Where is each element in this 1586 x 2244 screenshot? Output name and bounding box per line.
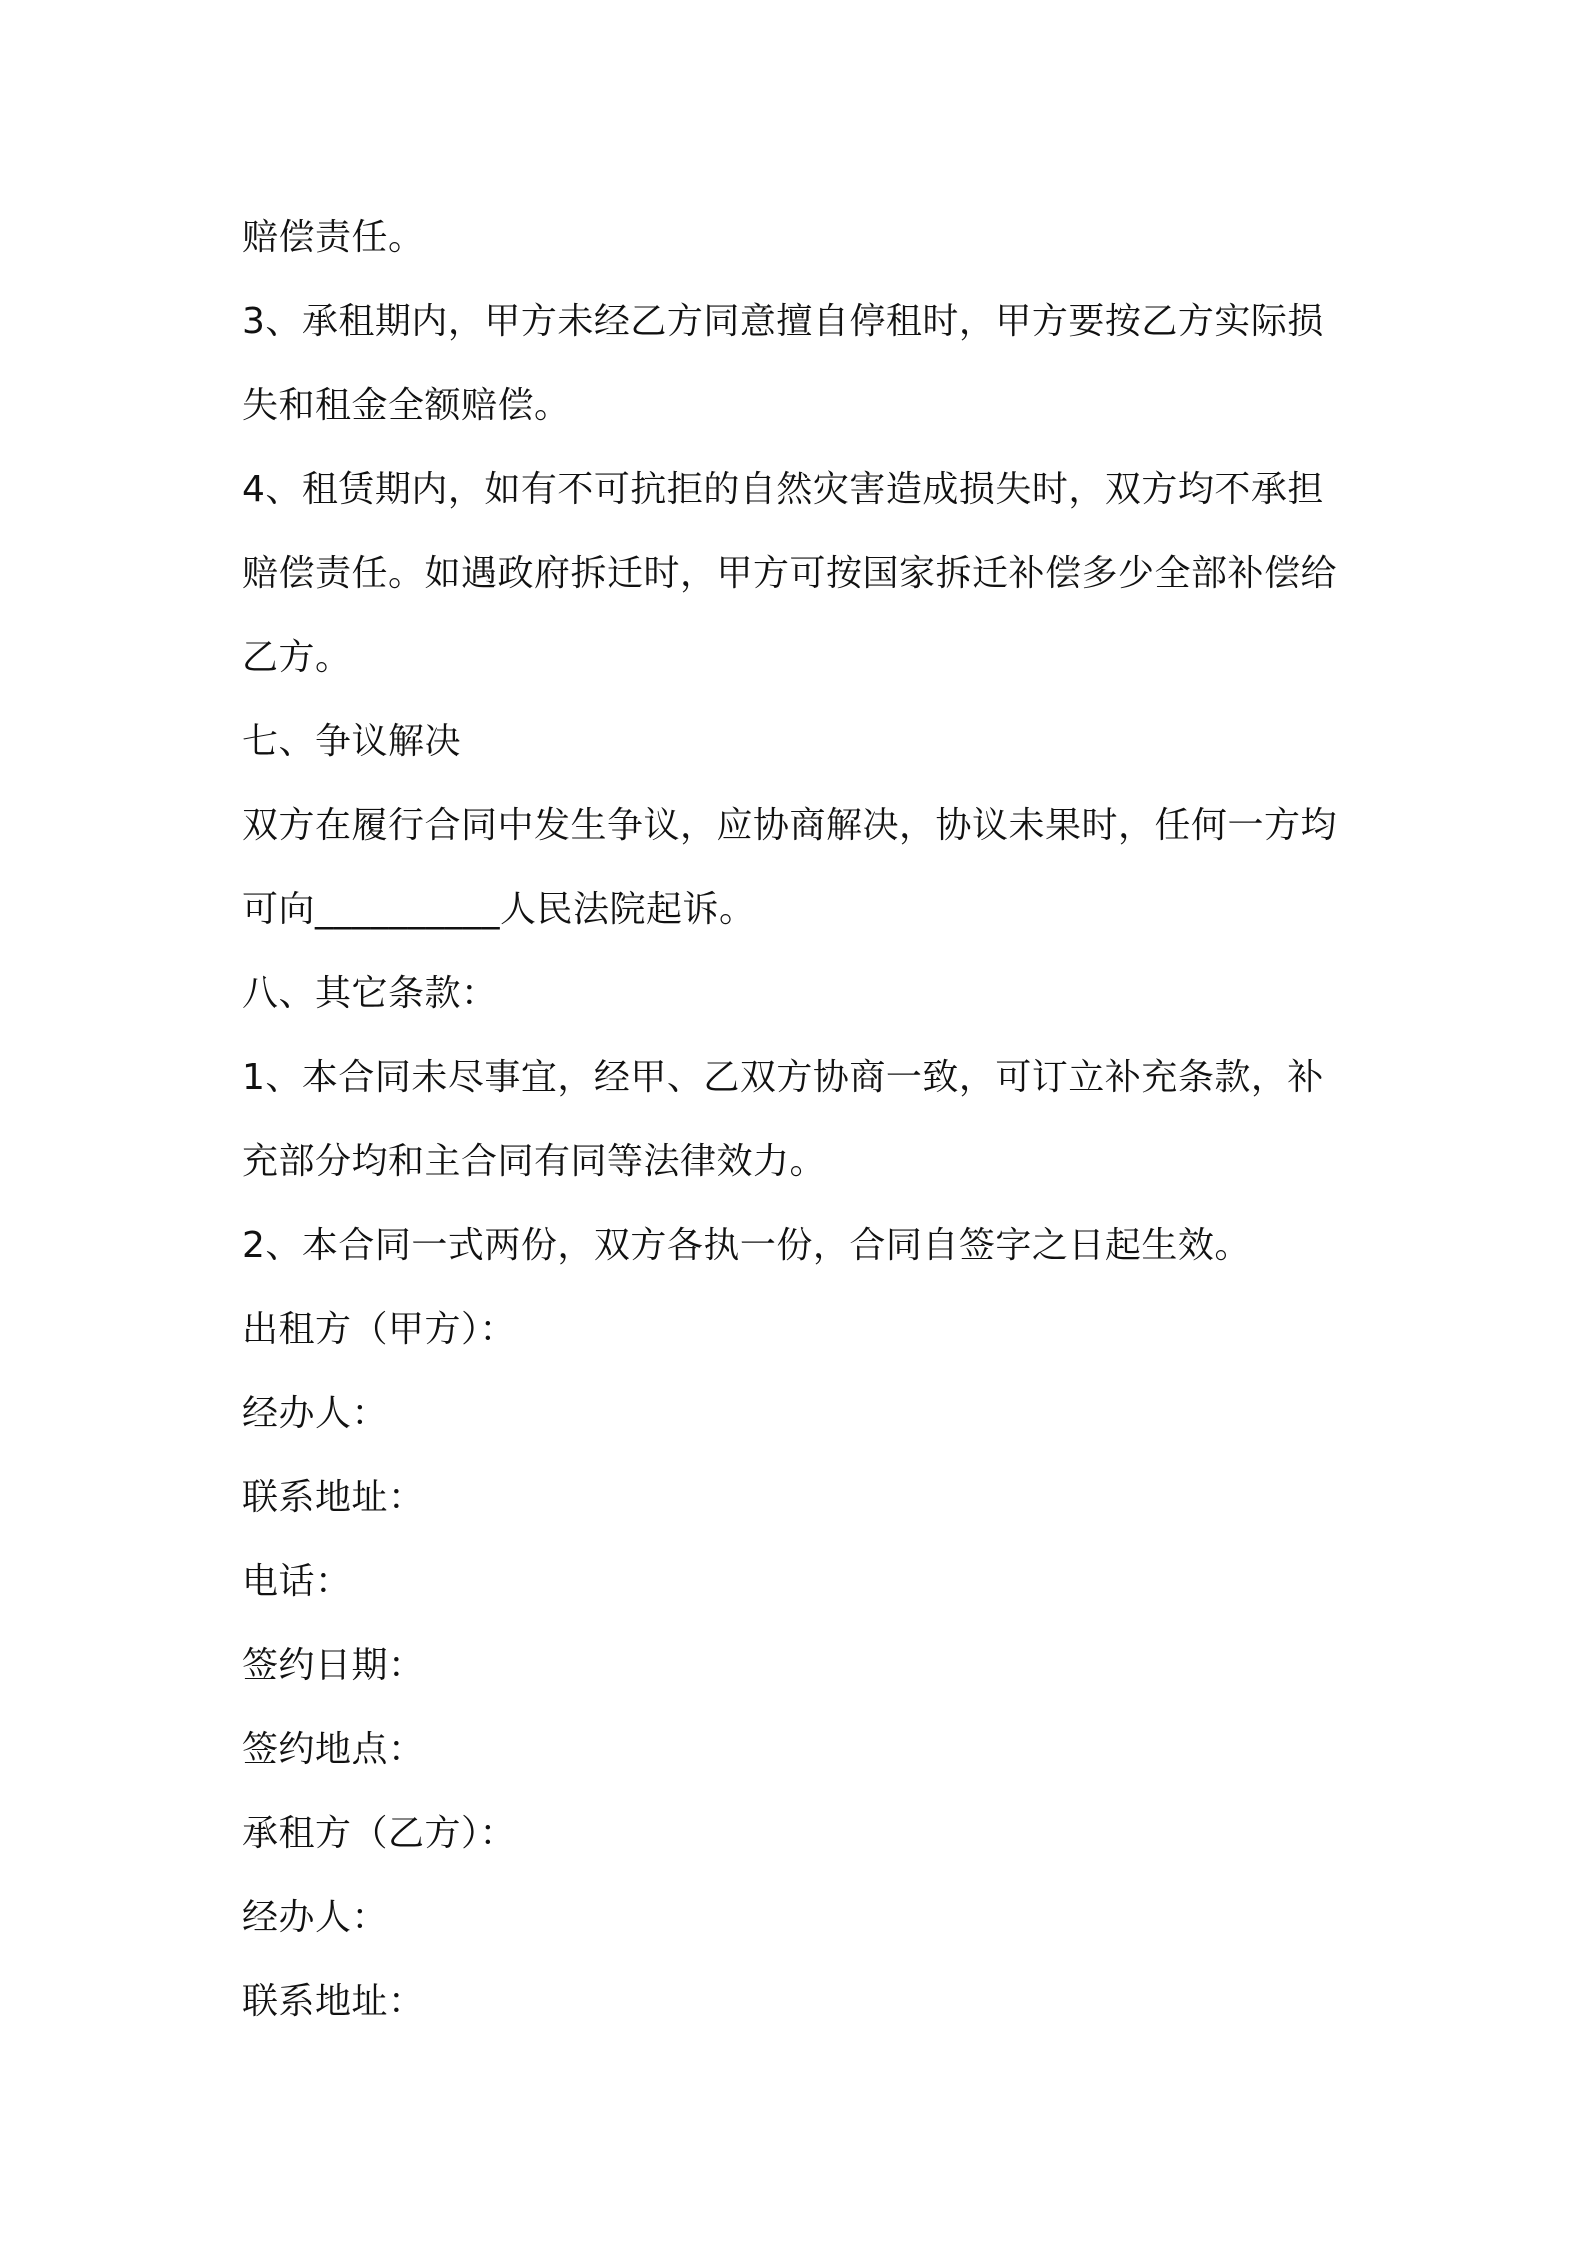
- clause-text: 2、本合同一式两份，双方各执一份，合同自签字之日起生效。: [242, 1225, 1251, 1266]
- clause-text: 赔偿责任。: [242, 217, 425, 258]
- clause-text: 乙方。: [242, 637, 352, 678]
- clause-text: 赔偿责任。如遇政府拆迁时，甲方可按国家拆迁补偿多少全部补偿给: [242, 553, 1338, 594]
- clause-text: 双方在履行合同中发生争议，应协商解决，协议未果时，任何一方均: [242, 805, 1338, 846]
- lessee-label: 承租方（乙方）：: [242, 1813, 517, 1854]
- document-body: [242, 196, 1362, 2044]
- lessor-label: 出租方（甲方）：: [242, 1309, 517, 1350]
- signing-date-label: 签约日期：: [242, 1645, 425, 1686]
- lessee-agent-label: 经办人：: [242, 1897, 389, 1938]
- clause-text: 可向__________人民法院起诉。: [242, 889, 756, 930]
- lessor-agent-label: 经办人：: [242, 1393, 389, 1434]
- lessor-address-label: 联系地址：: [242, 1477, 425, 1518]
- clause-text: 充部分均和主合同有同等法律效力。: [242, 1141, 827, 1182]
- clause-text: 1、本合同未尽事宜，经甲、乙双方协商一致，可订立补充条款，补: [242, 1057, 1324, 1098]
- signing-place-label: 签约地点：: [242, 1729, 425, 1770]
- clause-text: 3、承租期内，甲方未经乙方同意擅自停租时，甲方要按乙方实际损: [242, 301, 1324, 342]
- section-heading-other-terms: 八、其它条款：: [242, 973, 498, 1014]
- lessee-address-label: 联系地址：: [242, 1981, 425, 2022]
- clause-text: 失和租金全额赔偿。: [242, 385, 571, 426]
- section-heading-dispute: 七、争议解决: [242, 721, 462, 762]
- clause-text: 4、租赁期内，如有不可抗拒的自然灾害造成损失时，双方均不承担: [242, 469, 1324, 510]
- lessor-phone-label: 电话：: [242, 1561, 352, 1602]
